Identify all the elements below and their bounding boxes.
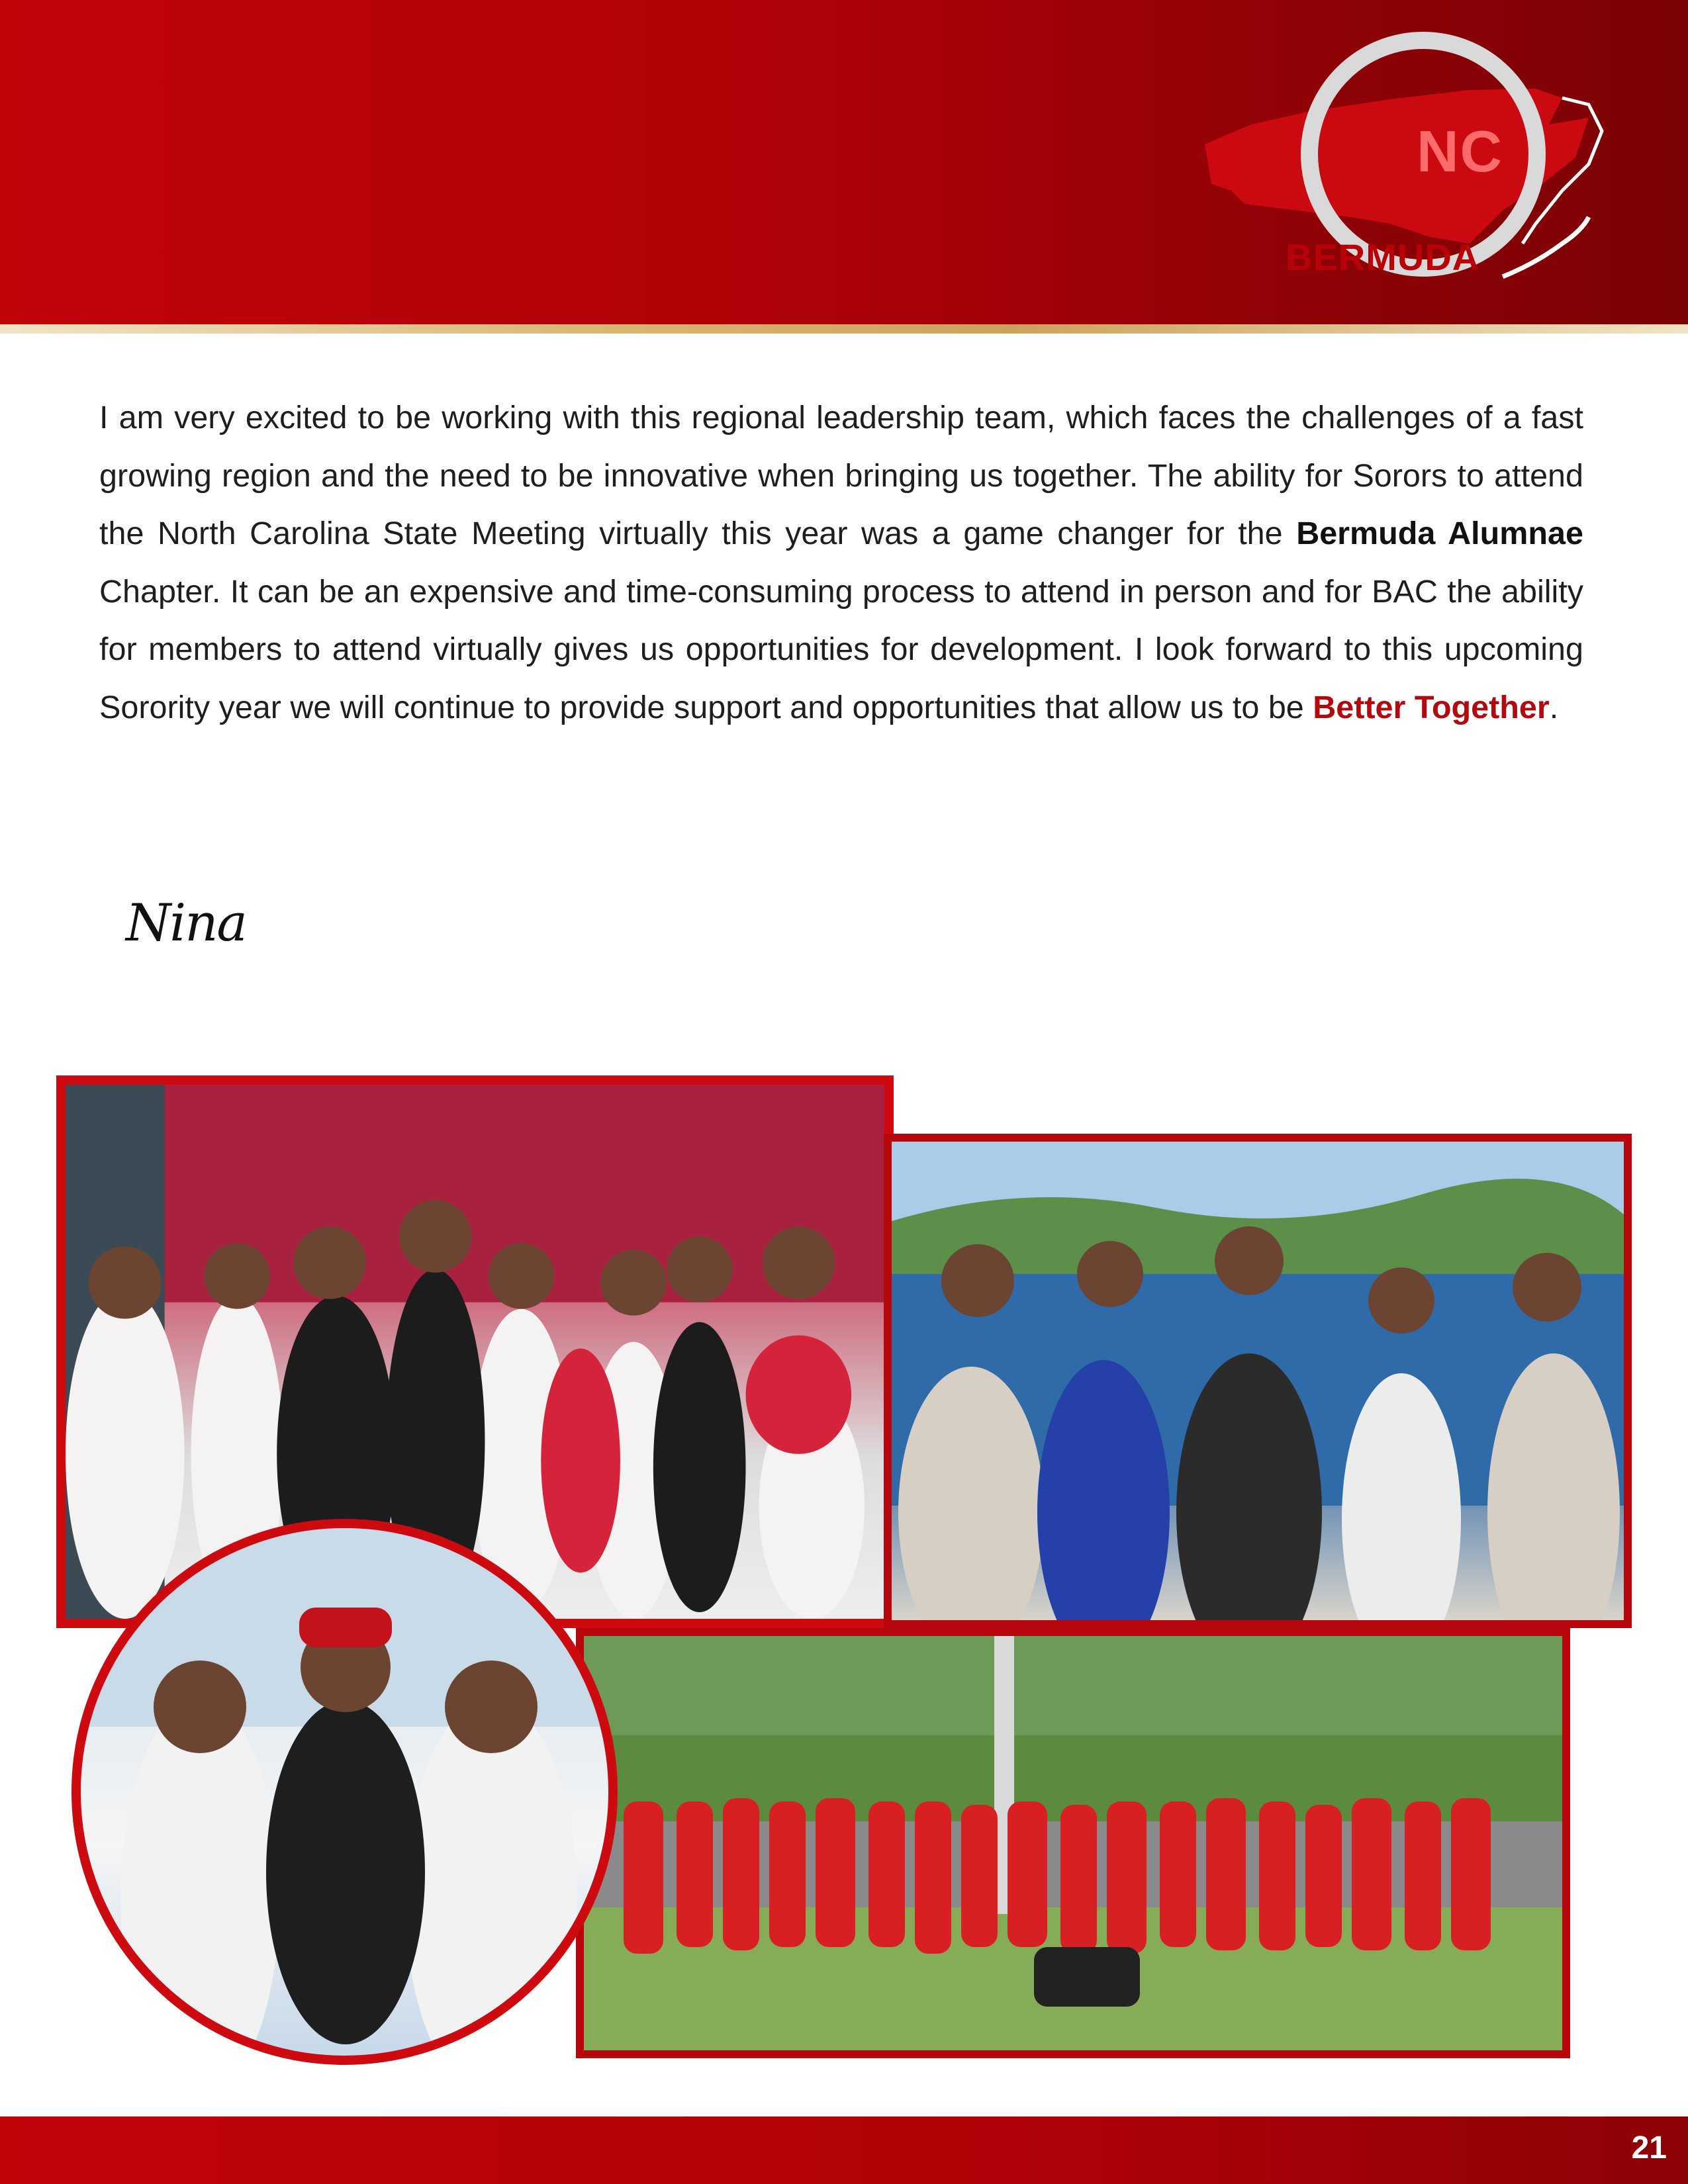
photo-circle-trio	[71, 1519, 618, 2065]
logo-nc-text: NC	[1417, 118, 1504, 184]
letter-paragraph	[99, 389, 1583, 737]
paragraph-text-2: Chapter. It can be an expensive and time-consuming process to attend in person and for BAC the ability for members to attend virtually gives us opportunities for development. I look forward to this upcoming Sorority year we will continue to provide support and opportunities that allow us to be	[99, 573, 1583, 725]
photo-red-dresses-group	[576, 1628, 1570, 2058]
footer-band	[0, 2116, 1688, 2184]
page-number: 21	[1631, 2130, 1667, 2165]
header-gold-divider	[0, 324, 1688, 334]
paragraph-text-3: .	[1549, 689, 1559, 725]
signature: Nina	[126, 893, 246, 953]
bermuda-alumnae-highlight: Bermuda Alumnae	[1296, 516, 1583, 551]
better-together-highlight: Better Together	[1313, 689, 1550, 725]
nc-bermuda-logo	[1192, 25, 1622, 323]
photo-harbor-group	[884, 1134, 1632, 1628]
logo-bermuda-text: BERMUDA	[1286, 236, 1480, 278]
paragraph-text-1: I am very excited to be working with this regional leadership team, which faces the challenges of a fast growing region and the need to be innovative when bringing us together. The ability for Sorors to attend the North Carolina State Meeting virtually this year was a game changer for the	[99, 400, 1583, 551]
